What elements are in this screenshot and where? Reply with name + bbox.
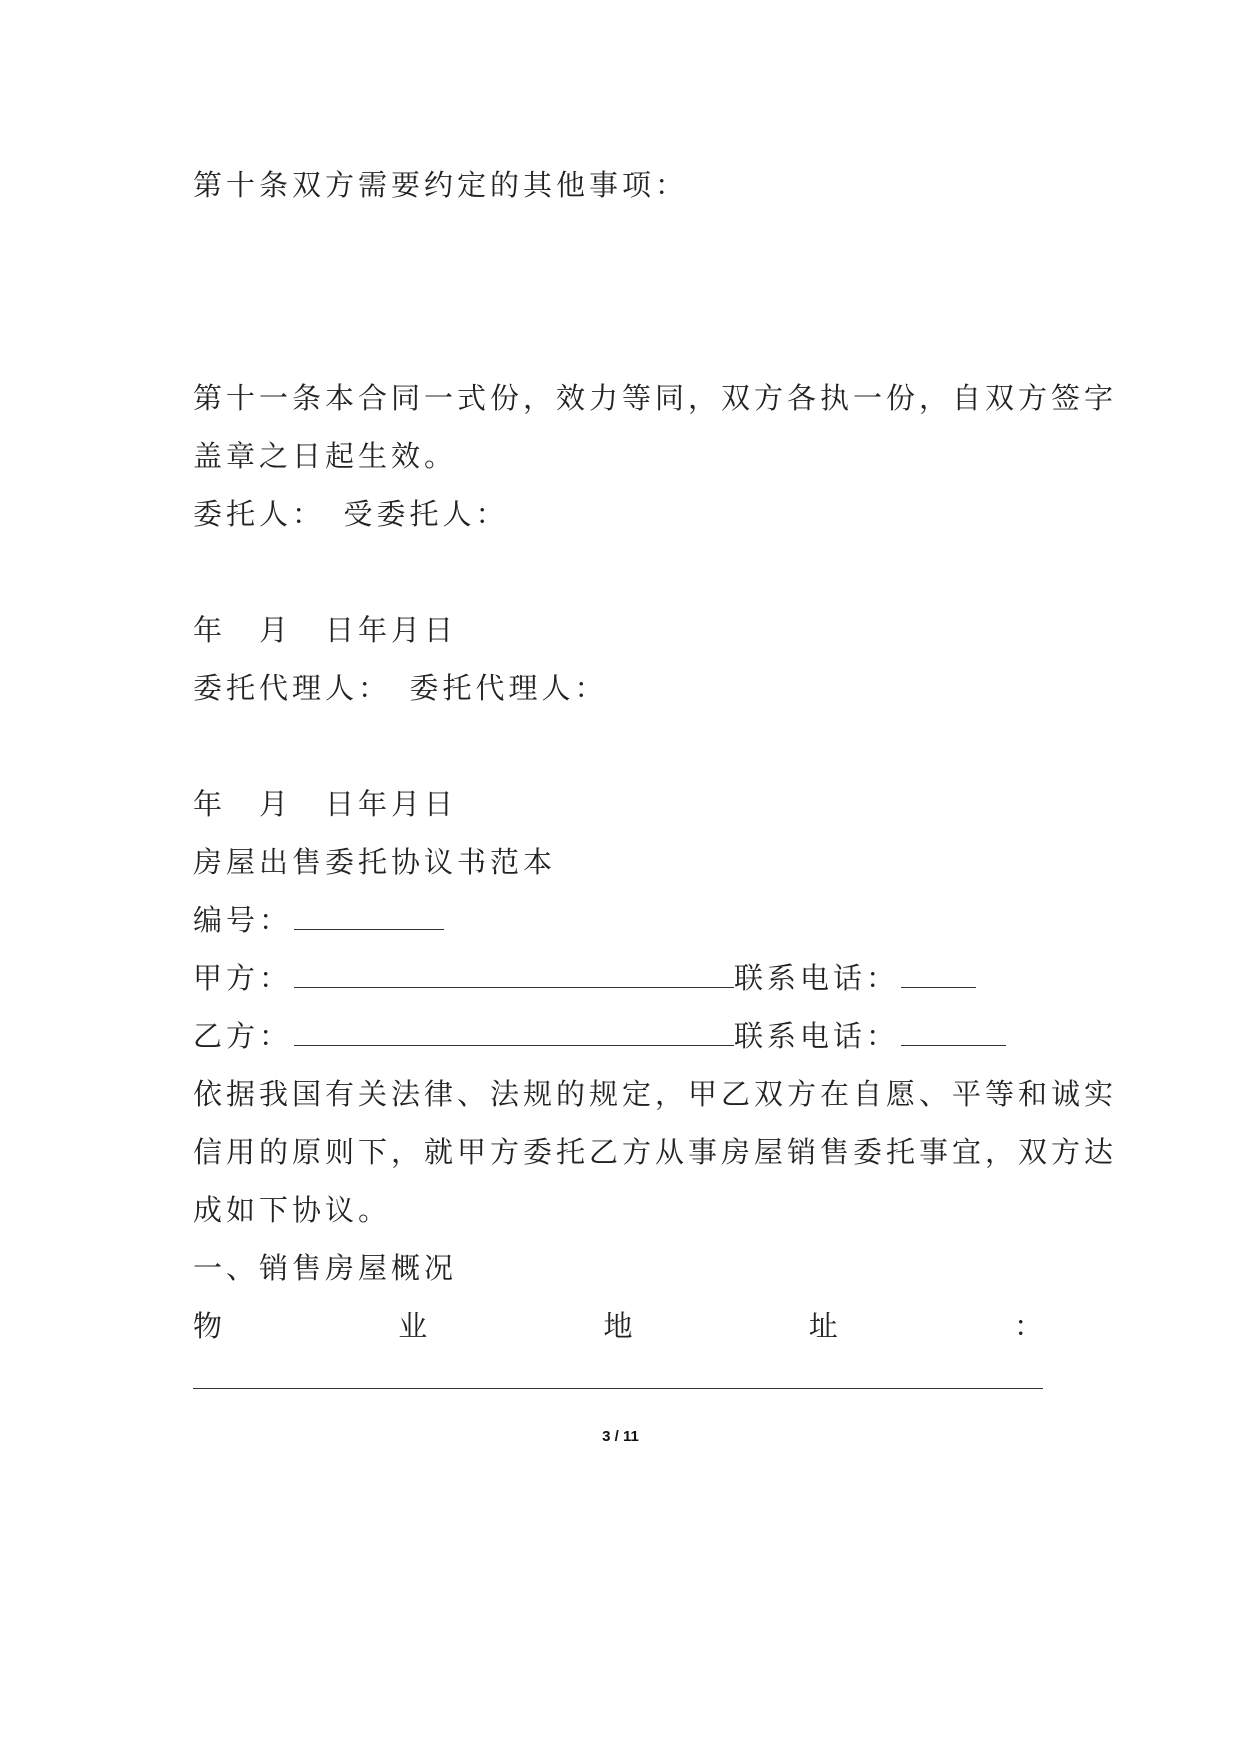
signature-date-2: 年 月 日年月日: [193, 787, 458, 821]
agent-signatures: 委托代理人： 委托代理人：: [193, 671, 608, 705]
party-a-label: 甲方：: [193, 961, 293, 995]
number-blank: [294, 901, 444, 930]
address-colon: ：: [1013, 1309, 1043, 1343]
intro-line-2: 信用的原则下，就甲方委托乙方从事房屋销售委托事宜，双方达: [193, 1135, 1118, 1169]
party-b-label: 乙方：: [193, 1019, 293, 1053]
party-a-blank: [294, 959, 734, 988]
party-a-phone-blank: [901, 959, 976, 988]
principal-signatures: 委托人： 受委托人：: [193, 497, 509, 531]
party-b-phone-blank: [901, 1017, 1006, 1046]
address-char: 物: [193, 1309, 223, 1343]
address-char: 业: [398, 1309, 428, 1343]
intro-line-1: 依据我国有关法律、法规的规定，甲乙双方在自愿、平等和诚实: [193, 1077, 1118, 1111]
number-label: 编号：: [193, 903, 293, 937]
clause-11-line-2: 盖章之日起生效。: [193, 439, 458, 473]
clause-11-line-1: 第十一条本合同一式份，效力等同，双方各执一份，自双方签字: [193, 381, 1118, 415]
section-1-heading: 一、销售房屋概况: [193, 1251, 458, 1285]
address-char: 址: [808, 1309, 838, 1343]
signature-date-1: 年 月 日年月日: [193, 613, 458, 647]
clause-10: 第十条双方需要约定的其他事项：: [193, 168, 689, 202]
number-row: [193, 900, 444, 940]
party-a-phone-label: 联系电话：: [734, 961, 900, 995]
page-number: 3 / 11: [602, 1428, 639, 1445]
party-a-row: [193, 958, 976, 998]
party-b-phone-label: 联系电话：: [734, 1019, 900, 1053]
property-address-blank: [193, 1388, 1043, 1389]
intro-line-3: 成如下协议。: [193, 1193, 392, 1227]
property-address-label: [193, 1306, 1043, 1346]
party-b-row: [193, 1016, 1006, 1056]
address-char: 地: [603, 1309, 633, 1343]
party-b-blank: [294, 1017, 734, 1046]
document-title: 房屋出售委托协议书范本: [193, 845, 557, 879]
